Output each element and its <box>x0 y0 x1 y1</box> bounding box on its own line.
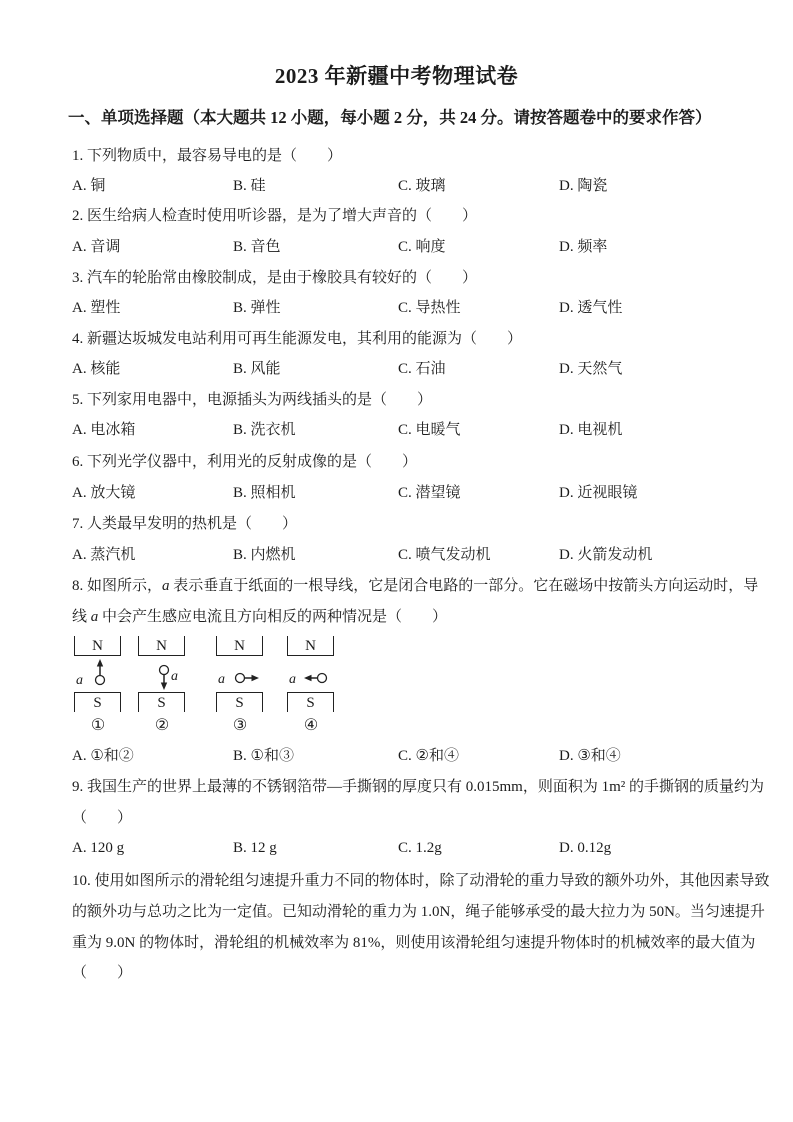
svg-text:a: a <box>76 673 83 688</box>
question-5-text: 5. 下列家用电器中，电源插头为两线插头的是（ ） <box>72 392 433 408</box>
question-1-option-b: B. 硅 <box>233 178 266 194</box>
question-2-option-c: C. 响度 <box>398 239 446 255</box>
question-9-options <box>0 838 793 858</box>
question-3-text: 3. 汽车的轮胎常由橡胶制成，是由于橡胶具有较好的（ ） <box>72 270 478 286</box>
question-4-option-a: A. 核能 <box>72 361 121 377</box>
magnet-pole-s: S <box>74 692 121 712</box>
wire-motion-right-icon <box>216 657 264 692</box>
question-6-option-d: D. 近视眼镜 <box>559 485 638 501</box>
question-4-option-c: C. 石油 <box>398 361 446 377</box>
question-8-line-1-pre: 8. 如图所示， <box>72 578 163 594</box>
question-7-options <box>0 545 793 565</box>
question-9-answer-blank: （ ） <box>72 810 133 826</box>
question-3-option-a: A. 塑性 <box>72 300 121 316</box>
question-4-option-d: D. 天然气 <box>559 361 623 377</box>
circled-number-1: ① <box>90 717 106 734</box>
question-8-line-2-post: 中会产生感应电流且方向相反的两种情况是（ ） <box>98 609 448 625</box>
question-2-text: 2. 医生给病人检查时使用听诊器，是为了增大声音的（ ） <box>72 208 478 224</box>
question-5-options <box>0 420 793 440</box>
question-8-options <box>0 746 793 766</box>
magnet-pole-n: N <box>74 636 121 656</box>
question-5-option-c: C. 电暖气 <box>398 422 461 438</box>
question-5-option-d: D. 电视机 <box>559 422 623 438</box>
question-4-text: 4. 新疆达坂城发电站利用可再生能源发电，其利用的能源为（ ） <box>72 331 523 347</box>
wire-motion-down-icon <box>138 657 186 692</box>
question-8-option-b: B. ①和③ <box>233 748 294 764</box>
question-10-text-line-1: 10. 使用如图所示的滑轮组匀速提升重力不同的物体时，除了动滑轮的重力导致的额外功外，其他因素导致 <box>72 873 770 889</box>
circled-number-4: ④ <box>303 717 319 734</box>
question-8-line-1-post: 表示垂直于纸面的一根导线，它是闭合电路的一部分。它在磁场中按箭头方向运动时，导 <box>169 578 759 594</box>
page-title: 2023 年新疆中考物理试卷 <box>274 64 519 88</box>
circled-number-2: ② <box>154 717 170 734</box>
question-7-option-c: C. 喷气发动机 <box>398 547 491 563</box>
question-1-options <box>0 176 793 196</box>
question-5-option-b: B. 洗衣机 <box>233 422 296 438</box>
question-5-option-a: A. 电冰箱 <box>72 422 136 438</box>
question-6-option-c: C. 潜望镜 <box>398 485 461 501</box>
question-10-text-line-2: 的额外功与总功之比为一定值。已知动滑轮的重力为 1.0N，绳子能够承受的最大拉力为 50N。当匀速提升 <box>72 904 765 920</box>
wire-variable-a: a <box>90 609 99 625</box>
question-3-option-c: C. 导热性 <box>398 300 461 316</box>
question-9-option-d: D. 0.12g <box>559 840 612 856</box>
magnet-pole-n: N <box>216 636 263 656</box>
question-2-option-b: B. 音色 <box>233 239 281 255</box>
question-7-option-b: B. 内燃机 <box>233 547 296 563</box>
wire-variable-a: a <box>162 578 170 594</box>
question-10-answer-blank: （ ） <box>72 965 133 981</box>
question-8-option-c: C. ②和④ <box>398 748 459 764</box>
question-8-option-d: D. ③和④ <box>559 748 621 764</box>
question-6-options <box>0 483 793 503</box>
question-2-option-a: A. 音调 <box>72 239 121 255</box>
question-7-option-d: D. 火箭发动机 <box>559 547 653 563</box>
figure-panel-2 <box>138 630 186 752</box>
question-6-option-a: A. 放大镜 <box>72 485 136 501</box>
question-9-option-c: C. 1.2g <box>398 840 442 856</box>
question-1-option-c: C. 玻璃 <box>398 178 446 194</box>
question-8-option-a: A. ①和② <box>72 748 134 764</box>
figure-panel-4 <box>287 630 335 752</box>
question-4-options <box>0 359 793 379</box>
magnet-pole-n: N <box>287 636 334 656</box>
wire-motion-left-icon <box>287 657 335 692</box>
magnet-pole-s: S <box>138 692 185 712</box>
question-6-text: 6. 下列光学仪器中，利用光的反射成像的是（ ） <box>72 454 418 470</box>
magnet-pole-n: N <box>138 636 185 656</box>
question-7-option-a: A. 蒸汽机 <box>72 547 136 563</box>
question-2-options <box>0 237 793 257</box>
question-3-option-b: B. 弹性 <box>233 300 281 316</box>
question-9-option-b: B. 12 g <box>233 840 277 856</box>
figure-panel-3 <box>216 630 264 752</box>
question-8-figure <box>68 630 360 752</box>
wire-motion-up-icon <box>74 657 122 692</box>
question-8-text-line-1 <box>72 576 759 596</box>
question-9-text-line-1: 9. 我国生产的世界上最薄的不锈钢箔带—手撕钢的厚度只有 0.015mm，则面积为 1m² 的手撕钢的质量约为 <box>72 779 765 795</box>
question-1-text: 1. 下列物质中，最容易导电的是（ ） <box>72 148 343 164</box>
question-6-option-b: B. 照相机 <box>233 485 296 501</box>
question-4-option-b: B. 风能 <box>233 361 281 377</box>
circled-number-3: ③ <box>232 717 248 734</box>
question-3-options <box>0 298 793 318</box>
question-1-option-d: D. 陶瓷 <box>559 178 608 194</box>
svg-text:a: a <box>289 672 296 687</box>
section-heading: 一、单项选择题（本大题共 12 小题，每小题 2 分，共 24 分。请按答题卷中的要求作答） <box>68 108 712 127</box>
question-8-text-line-2 <box>72 607 752 627</box>
svg-text:a: a <box>218 672 225 687</box>
figure-panel-1 <box>74 630 122 752</box>
magnet-pole-s: S <box>287 692 334 712</box>
question-2-option-d: D. 频率 <box>559 239 608 255</box>
magnet-pole-s: S <box>216 692 263 712</box>
question-10-text-line-3: 重为 9.0N 的物体时，滑轮组的机械效率为 81%，则使用该滑轮组匀速提升物体时的机械效率的最大值为 <box>72 935 756 951</box>
question-9-option-a: A. 120 g <box>72 840 125 856</box>
question-1-option-a: A. 铜 <box>72 178 106 194</box>
question-8-line-2-pre: 线 <box>72 609 91 625</box>
question-3-option-d: D. 透气性 <box>559 300 623 316</box>
question-7-text: 7. 人类最早发明的热机是（ ） <box>72 516 298 532</box>
svg-text:a: a <box>171 669 178 684</box>
